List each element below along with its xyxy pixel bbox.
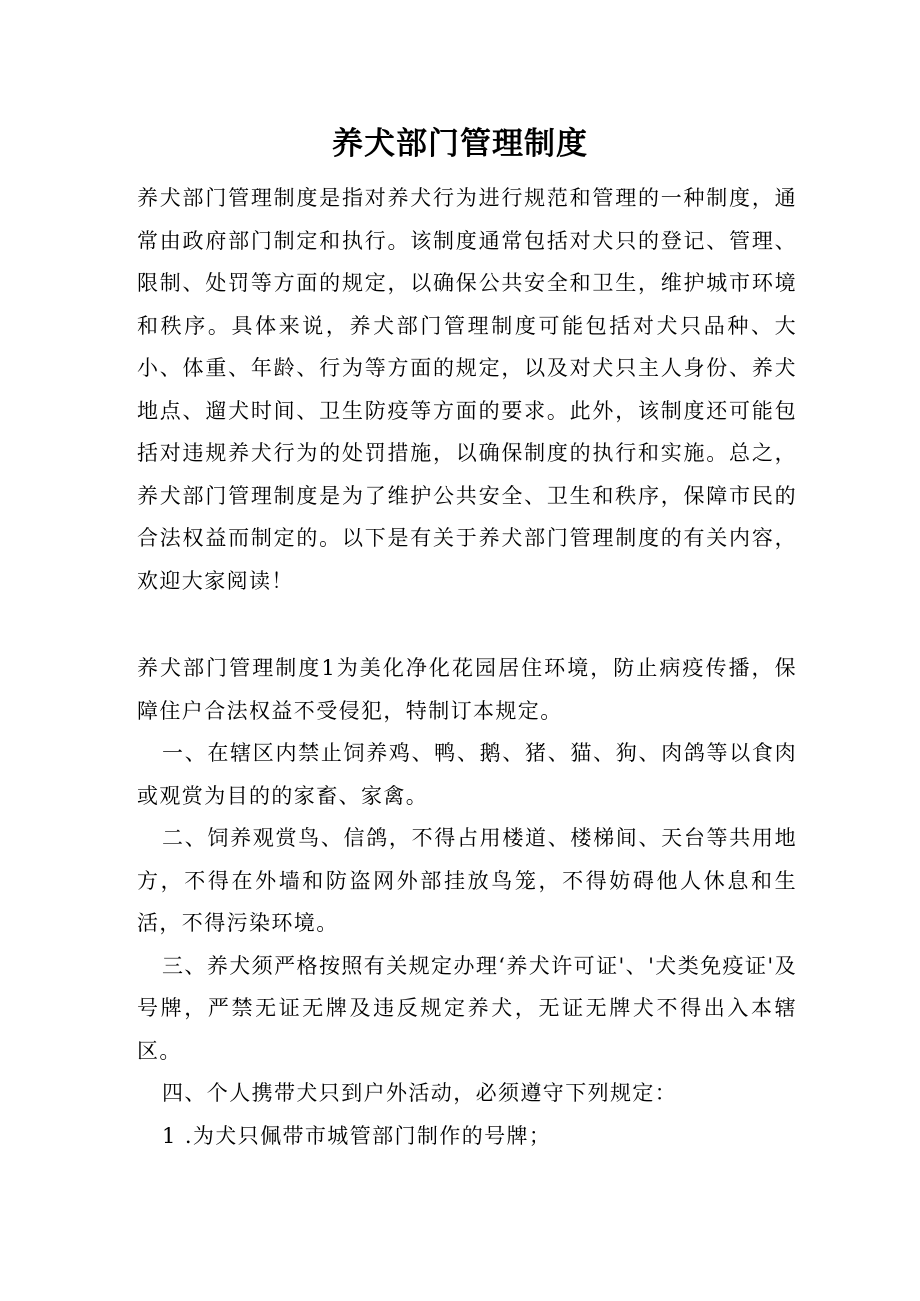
document-title: 养犬部门管理制度 xyxy=(332,126,588,162)
document-body xyxy=(137,177,797,1157)
rule-1-paragraph: 一、在辖区内禁止饲养鸡、鸭、鹅、猪、猫、狗、肉鸽等以食肉或观赏为目的的家畜、家禽。 xyxy=(137,741,797,808)
paragraph-spacer xyxy=(137,602,797,647)
rule-4-paragraph: 四、个人携带犬只到户外活动，必须遵守下列规定： xyxy=(162,1081,678,1105)
section1-lead-paragraph: 养犬部门管理制度1为美化净化花园居住环境，防止病疫传播，保障住户合法权益不受侵犯，特制订本规定。 xyxy=(137,656,797,723)
rule-2-paragraph: 二、饲养观赏鸟、信鸽，不得占用楼道、楼梯间、天台等共用地方，不得在外墙和防盗网外部挂放鸟笼，不得妨碍他人休息和生活，不得污染环境。 xyxy=(137,826,797,935)
intro-paragraph: 养犬部门管理制度是指对养犬行为进行规范和管理的一种制度，通常由政府部门制定和执行。该制度通常包括对犬只的登记、管理、限制、处罚等方面的规定，以确保公共安全和卫生，维护城市环境和秩序。具体来说，养犬部门管理制度可能包括对犬只品种、大小、体重、年龄、行为等方面的规定，以及对犬只主人身份、养犬地点、遛犬时间、卫生防疫等方面的要求。此外，该制度还可能包括对违规养犬行为的处罚措施，以确保制度的执行和实施。总之，养犬部门管理制度是为了维护公共安全、卫生和秩序，保障市民的合法权益而制定的。以下是有关于养犬部门管理制度的有关内容，欢迎大家阅读！ xyxy=(137,186,797,593)
subitem-1-paragraph: 1 .为犬只佩带市城管部门制作的号牌； xyxy=(162,1123,552,1148)
rule-3-paragraph: 三、养犬须严格按照有关规定办理‘养犬许可证'、'犬类免疫证'及号牌，严禁无证无牌及违反规定养犬，无证无牌犬不得出入本辖区。 xyxy=(137,953,797,1063)
